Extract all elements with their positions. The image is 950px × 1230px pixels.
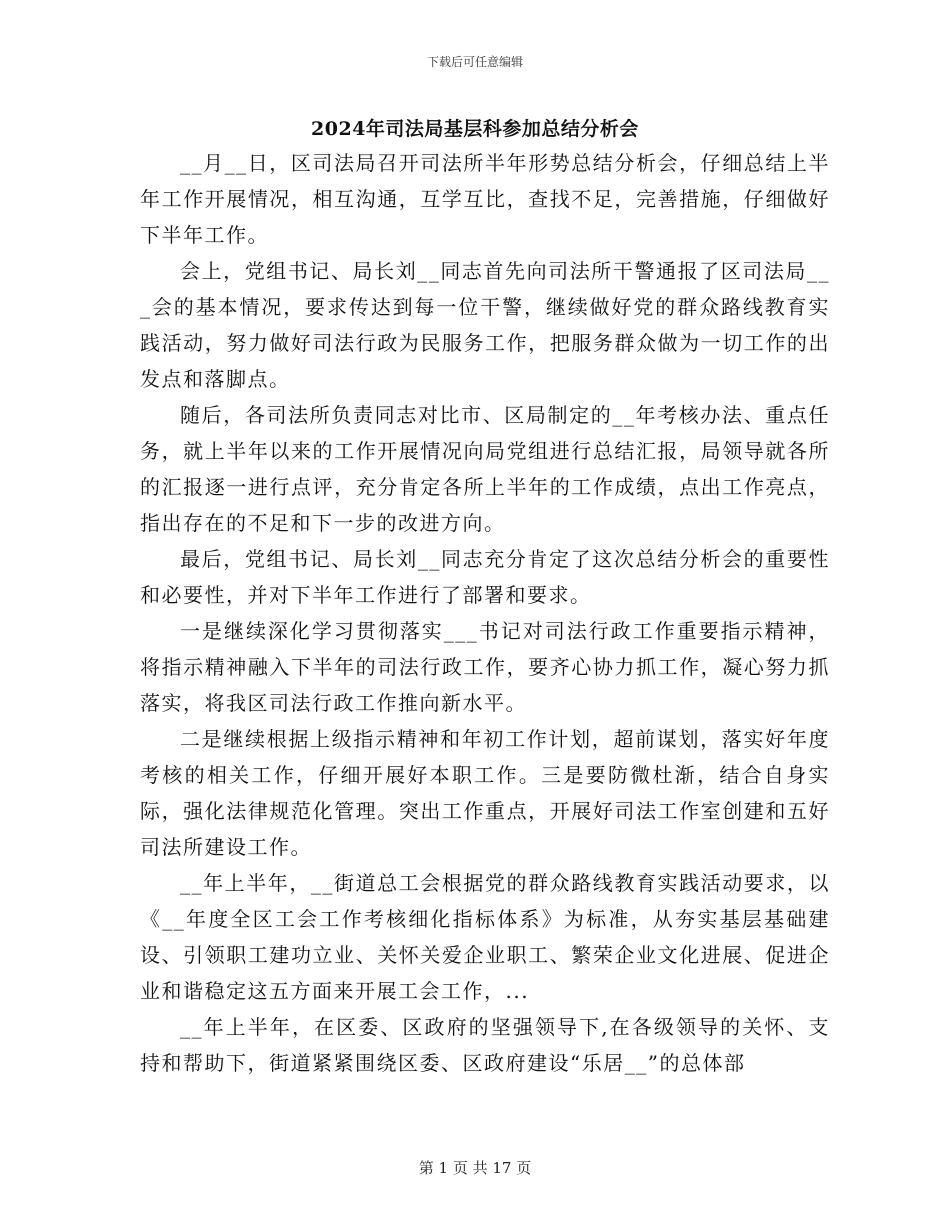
paragraph: __月__日，区司法局召开司法所半年形势总结分析会，仔细总结上半年工作开展情况，相互沟通，互学互比，查找不足，完善措施，仔细做好下半年工作。 <box>140 151 830 247</box>
document-title: 2024年司法局基层科参加总结分析会 <box>311 118 639 140</box>
paragraph: 一是继续深化学习贯彻落实___书记对司法行政工作重要指示精神，将指示精神融入下半年的司法行政工作，要齐心协力抓工作，凝心努力抓落实，将我区司法行政工作推向新水平。 <box>140 619 830 715</box>
paragraph: 随后，各司法所负责同志对比市、区局制定的__年考核办法、重点任务，就上半年以来的工作开展情况向局党组进行总结汇报，局领导就各所的汇报逐一进行点评，充分肯定各所上半年的工作成绩，点出工作亮点，指出存在的不足和下一步的改进方向。 <box>140 403 830 535</box>
document-body <box>140 145 830 1081</box>
paragraph: __年上半年，在区委、区政府的坚强领导下,在各级领导的关怀、支持和帮助下，街道紧紧围绕区委、区政府建设“乐居__”的总体部 <box>140 1015 830 1075</box>
header-note: 下载后可任意编辑 <box>426 55 523 69</box>
paragraph: 最后，党组书记、局长刘__同志充分肯定了这次总结分析会的重要性和必要性，并对下半年工作进行了部署和要求。 <box>140 547 830 607</box>
paragraph: 二是继续根据上级指示精神和年初工作计划，超前谋划，落实好年度考核的相关工作，仔细开展好本职工作。三是要防微杜渐，结合自身实际，强化法律规范化管理。突出工作重点，开展好司法工作室创建和五好司法所建设工作。 <box>140 727 830 859</box>
paragraph: 会上，党组书记、局长刘__同志首先向司法所干警通报了区司法局___会的基本情况，要求传达到每一位干警，继续做好党的群众路线教育实践活动，努力做好司法行政为民服务工作，把服务群众做为一切工作的出发点和落脚点。 <box>140 259 830 391</box>
paragraph: __年上半年，__街道总工会根据党的群众路线教育实践活动要求，以《__年度全区工会工作考核细化指标体系》为标准，从夯实基层基础建设、引领职工建功立业、关怀关爱企业职工、繁荣企业文化进展、促进企业和谐稳定这五方面来开展工会工作，... <box>140 871 830 1003</box>
page-number: 第 1 页 共 17 页 <box>418 1159 532 1177</box>
